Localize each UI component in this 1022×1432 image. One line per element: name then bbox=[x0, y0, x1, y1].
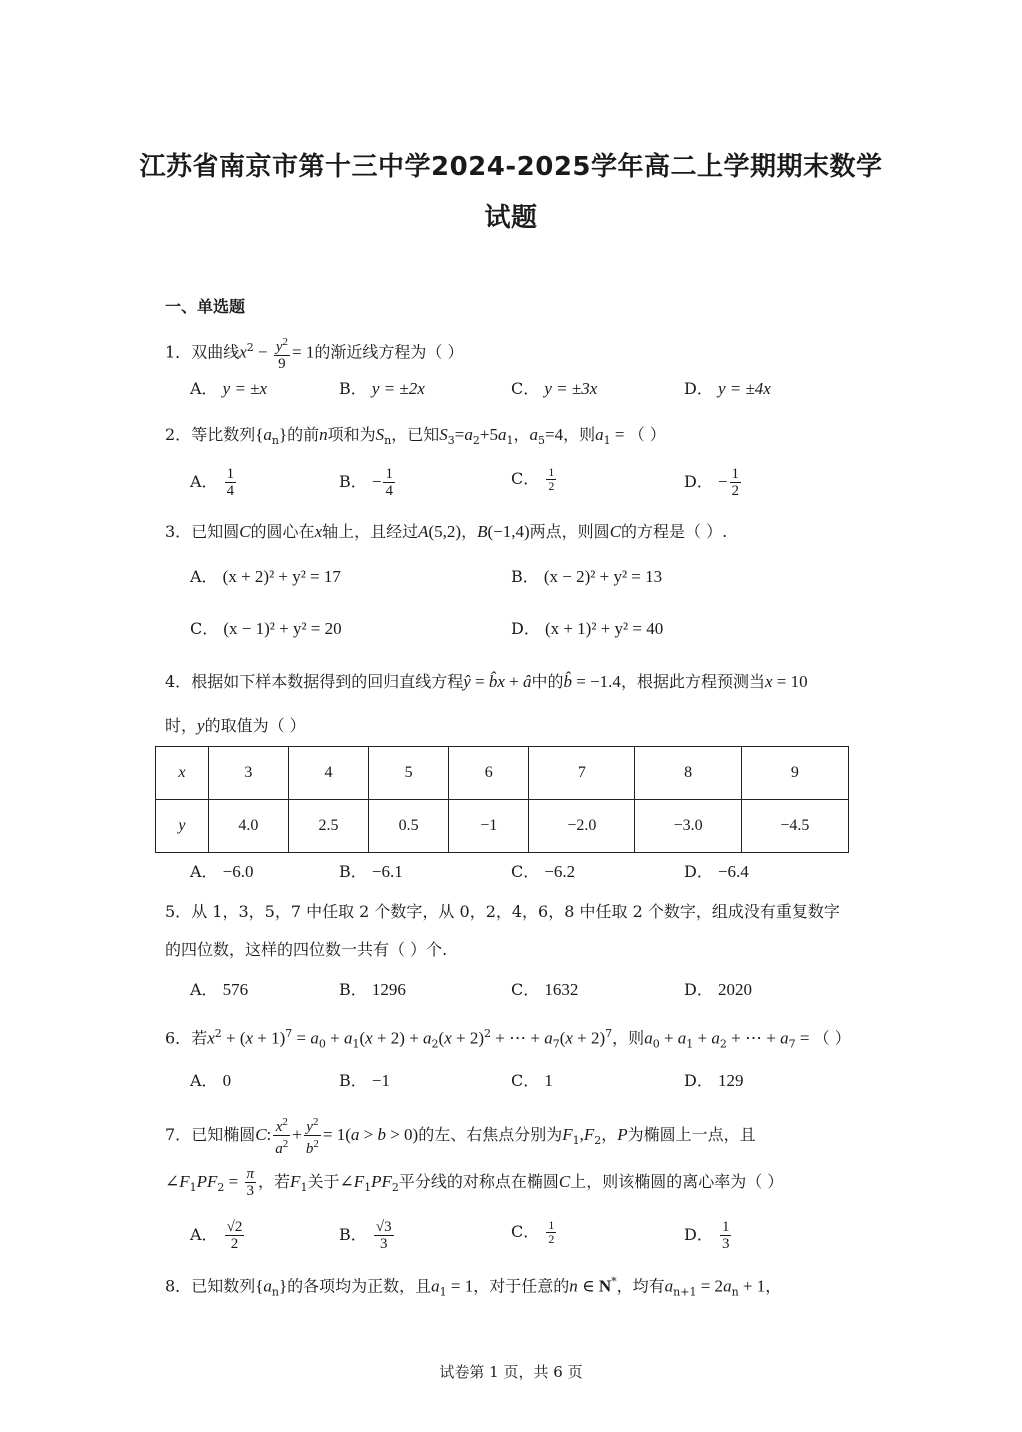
q5-option-c[interactable]: C． 1632 bbox=[511, 980, 579, 999]
q6-option-a[interactable]: A． 0 bbox=[190, 1071, 232, 1090]
q7-option-d[interactable]: D． $\frac{1}{3}$ bbox=[684, 1219, 730, 1252]
question-7-line1: 7．已知椭圆C: $\frac{x^2}{a^2}$ + $\frac{y^2}{b^2}$ = 1(a > b > 0)的左、右焦点分别为$F_1,F_2$，P为椭圆上一点，且 bbox=[165, 1116, 756, 1157]
q2-option-b[interactable]: B． − $\frac{1}{4}$ bbox=[339, 466, 393, 499]
q3-option-c[interactable]: C． (x − 1)² + y² = 20 bbox=[190, 619, 342, 638]
table-row-y bbox=[156, 800, 849, 853]
question-6: 6．若$x^2 + (x + 1)^7 = a_0 + a_1(x + 2) + a_2(x + 2)^2$ + ⋯ + $a_7(x + 2)^7$，则$a_0 + a_1 + a_2$ + ⋯ + $a_7$ = （ ） bbox=[165, 1027, 851, 1051]
question-5-line1: 5．从 1，3，5，7 中任取 2 个数字，从 0，2，4，6，8 中任取 2 个数字，组成没有重复数字 bbox=[165, 902, 840, 921]
q7-option-b[interactable]: B． $\frac{√3}{3}$ bbox=[339, 1219, 392, 1252]
doc-title-line1: 江苏省南京市第十三中学2024-2025学年高二上学期期末数学 bbox=[139, 152, 883, 182]
q6-option-b[interactable]: B． −1 bbox=[339, 1071, 390, 1090]
table-cell: 7 bbox=[529, 747, 635, 800]
q2-option-a[interactable]: A． $\frac{1}{4}$ bbox=[190, 466, 235, 499]
q2-option-d[interactable]: D． − $\frac{1}{2}$ bbox=[684, 466, 740, 499]
question-7-line2: $\angle F_1PF_2$ = $\frac{\pi}{3}$ ，若$F_1$关于$\angle F_1PF_2$平分线的对称点在椭圆C上，则该椭圆的离心率为（ ） bbox=[165, 1166, 784, 1199]
question-2: 2．等比数列$\{a_n\}$的前n项和为$S_n$，已知$S_3=a_2+5a_1$，$a_5=4$，则$a_1$ = （ ） bbox=[165, 425, 666, 448]
q6-option-d[interactable]: D． 129 bbox=[684, 1071, 744, 1090]
q5-option-b[interactable]: B． 1296 bbox=[339, 980, 406, 999]
q3-option-a[interactable]: A． (x + 2)² + y² = 17 bbox=[190, 567, 341, 586]
q4-option-b[interactable]: B． −6.1 bbox=[339, 862, 403, 881]
doc-title-line2: 试题 bbox=[484, 203, 538, 233]
q4-option-a[interactable]: A． −6.0 bbox=[190, 862, 254, 881]
sample-data-table bbox=[155, 746, 849, 853]
table-cell: −2.0 bbox=[529, 800, 635, 853]
question-5-line2: 的四位数，这样的四位数一共有（ ）个. bbox=[165, 940, 448, 959]
q1-option-c[interactable]: C． y = ±3x bbox=[511, 379, 598, 398]
table-cell: 4.0 bbox=[208, 800, 288, 853]
q6-option-c[interactable]: C． 1 bbox=[511, 1071, 553, 1090]
question-8: 8．已知数列$\{a_n\}$的各项均为正数，且$a_1 = 1$，对于任意的n ∈ N*，均有$a_{n+1} = 2a_n + 1$， bbox=[165, 1275, 782, 1299]
table-cell: 2.5 bbox=[288, 800, 368, 853]
table-cell: 4 bbox=[288, 747, 368, 800]
table-row-x bbox=[156, 747, 849, 800]
table-cell: y bbox=[156, 800, 209, 853]
q2-option-c[interactable]: C． $\frac{1}{2}$ bbox=[511, 465, 555, 493]
table-cell: 8 bbox=[635, 747, 741, 800]
q1-option-d[interactable]: D． y = ±4x bbox=[684, 379, 771, 398]
q5-option-d[interactable]: D． 2020 bbox=[684, 980, 752, 999]
q4-option-d[interactable]: D． −6.4 bbox=[684, 862, 749, 881]
table-cell: 3 bbox=[208, 747, 288, 800]
section-heading: 一、单选题 bbox=[165, 297, 246, 316]
q3-option-b[interactable]: B． (x − 2)² + y² = 13 bbox=[511, 567, 663, 586]
q7-option-a[interactable]: A． $\frac{√2}{2}$ bbox=[190, 1219, 243, 1252]
table-cell: 6 bbox=[449, 747, 529, 800]
table-cell: x bbox=[156, 747, 209, 800]
page-footer: 试卷第 1 页，共 6 页 bbox=[439, 1363, 583, 1381]
table-cell: −4.5 bbox=[741, 800, 848, 853]
table-cell: 5 bbox=[369, 747, 449, 800]
q3-option-d[interactable]: D． (x + 1)² + y² = 40 bbox=[511, 619, 664, 638]
q4-option-c[interactable]: C． −6.2 bbox=[511, 862, 576, 881]
question-4-line1: 4．根据如下样本数据得到的回归直线方程ŷ = b̂x + â中的b̂ = −1.4，根据此方程预测当x = 10 bbox=[165, 672, 808, 691]
question-3: 3．已知圆C的圆心在x轴上，且经过A(5,2)，B(−1,4)两点，则圆C的方程是（ ）. bbox=[165, 522, 728, 541]
table-cell: 9 bbox=[741, 747, 848, 800]
q1-option-a[interactable]: A． y = ±x bbox=[190, 379, 268, 398]
table-cell: −3.0 bbox=[635, 800, 741, 853]
question-4-line2: 时，y的取值为（ ） bbox=[165, 716, 306, 735]
question-1: 1．双曲线$x^2$ − $\frac{y^2}{9}$ = 1的渐近线方程为（ ） bbox=[165, 336, 464, 372]
q7-option-c[interactable]: C． $\frac{1}{2}$ bbox=[511, 1218, 555, 1246]
table-cell: −1 bbox=[449, 800, 529, 853]
q1-option-b[interactable]: B． y = ±2x bbox=[339, 379, 425, 398]
table-cell: 0.5 bbox=[369, 800, 449, 853]
q5-option-a[interactable]: A． 576 bbox=[190, 980, 249, 999]
